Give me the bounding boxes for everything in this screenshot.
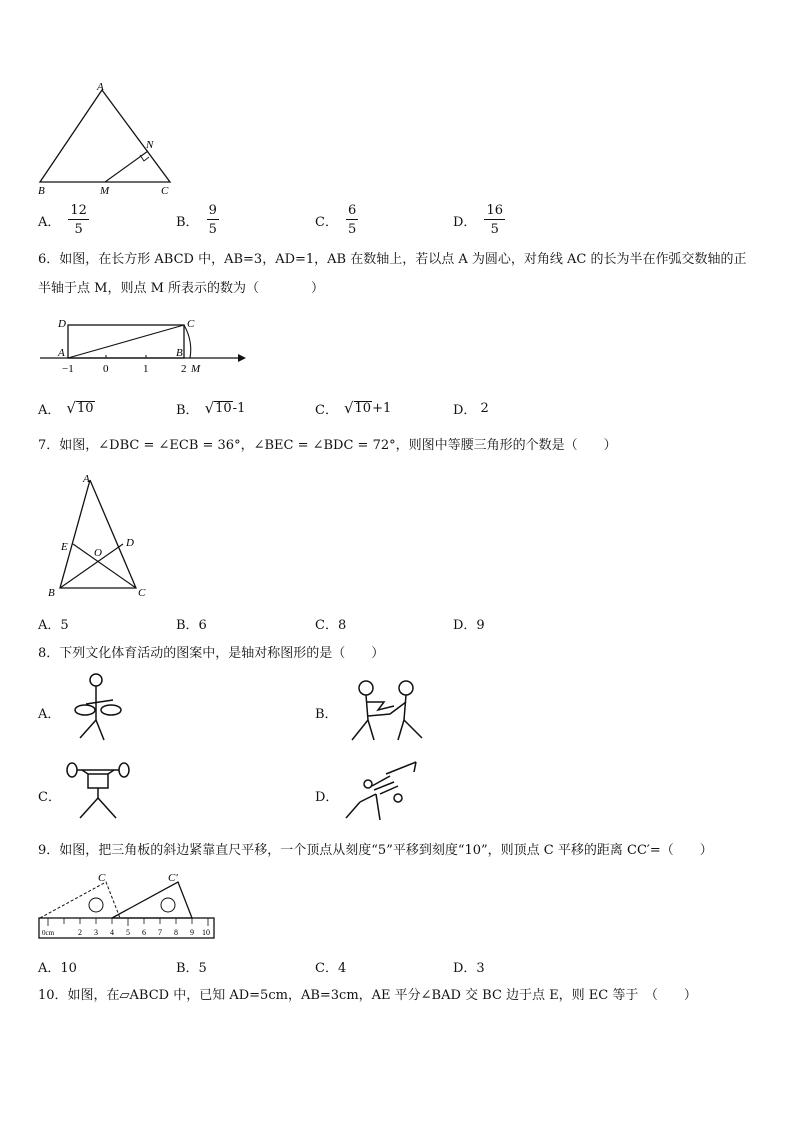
q8-option-d-label[interactable]: D．	[315, 790, 339, 805]
label-a: A	[97, 81, 104, 93]
label-a: A	[58, 347, 65, 359]
option-rest: 2	[480, 401, 489, 416]
q9-option-d[interactable]: D．3	[453, 961, 485, 976]
fraction	[207, 204, 219, 236]
q5-option-c[interactable]	[315, 204, 358, 236]
label-d: D	[126, 537, 134, 549]
ruler-label: 6	[142, 928, 146, 937]
q6-option-c[interactable]	[315, 399, 391, 418]
q9-option-c[interactable]: C．4	[315, 961, 347, 976]
label-o: O	[94, 547, 102, 559]
label-c: C	[187, 318, 195, 330]
triangle-ruler-figure	[36, 870, 220, 946]
triangle-abc-figure	[30, 78, 190, 198]
option-letter: D．	[453, 403, 477, 418]
q5-option-d[interactable]	[453, 204, 505, 236]
q6-option-b[interactable]	[176, 399, 245, 418]
isosceles-triangle-figure	[44, 470, 156, 600]
q9-option-a[interactable]: A．10	[38, 961, 77, 976]
label-b: B	[176, 347, 183, 359]
option-rest: +1	[372, 401, 392, 416]
numerator: 9	[208, 203, 217, 218]
sqrt: √ 10	[66, 399, 94, 417]
q6-option-d[interactable]	[453, 399, 489, 418]
tick-label: 2	[181, 363, 187, 375]
label-m: M	[100, 185, 110, 197]
q7-text: 7．如图，∠DBC = ∠ECB = 36°，∠BEC = ∠BDC = 72°，则图中等腰三角形的个数是（ ）	[38, 438, 617, 453]
rectangle-number-line-figure	[38, 314, 250, 376]
q8-option-b-label[interactable]: B．	[315, 707, 338, 722]
option-rest: -1	[232, 401, 246, 416]
label-b: B	[38, 185, 45, 197]
radicand: 10	[76, 401, 94, 416]
denominator: 5	[347, 222, 357, 237]
sqrt: √ 10	[204, 399, 232, 417]
label-e: E	[61, 541, 68, 553]
q7-option-c[interactable]: C．8	[315, 618, 347, 633]
option-letter: C．	[315, 214, 338, 230]
fraction	[346, 204, 358, 236]
ruler-label: 0cm	[42, 929, 55, 937]
weightlifter-icon	[62, 758, 134, 826]
label-d: D	[58, 318, 66, 330]
ruler-label: 2	[78, 928, 82, 937]
ruler-label: 8	[174, 928, 178, 937]
denominator: 5	[490, 222, 499, 237]
q5-option-a[interactable]	[38, 204, 89, 236]
radicand: 10	[215, 401, 232, 416]
tick-label: −1	[62, 363, 74, 375]
ruler-label: 5	[126, 928, 130, 937]
label-c: C	[161, 185, 169, 197]
fraction	[68, 204, 89, 236]
q9-text: 9．如图，把三角板的斜边紧靠直尺平移，一个顶点从刻度“5”平移到刻度“10”，则顶点 C 平移的距离 CC′=（ ）	[38, 843, 713, 858]
label-a: A	[83, 473, 90, 485]
label-b: B	[48, 587, 55, 599]
ruler-label: 3	[94, 928, 98, 937]
ruler-label: 10	[202, 928, 210, 937]
label-n: N	[146, 139, 154, 151]
option-letter: D．	[453, 214, 477, 230]
option-letter: A．	[38, 214, 61, 230]
label-m: M	[191, 363, 201, 375]
option-letter: C．	[315, 403, 338, 418]
label-c: C	[98, 872, 106, 884]
numerator: 12	[70, 203, 87, 218]
option-letter: A．	[38, 403, 61, 418]
denominator: 5	[74, 222, 83, 237]
tick-label: 0	[103, 363, 109, 375]
q5-option-b[interactable]	[176, 204, 219, 236]
q6-line-2: 半轴于点 M，则点 M 所表示的数为（ ）	[38, 281, 325, 296]
q7-option-a[interactable]: A．5	[38, 618, 69, 633]
q7-option-d[interactable]: D．9	[453, 618, 485, 633]
q7-option-b[interactable]: B．6	[176, 618, 207, 633]
option-letter: B．	[176, 403, 199, 418]
q10-text: 10．如图，在▱ABCD 中，已知 AD=5cm，AB=3cm，AE 平分∠BAD 交 BC 边于点 E，则 EC 等于 （ ）	[38, 988, 697, 1003]
option-letter: B．	[176, 214, 199, 230]
radicand: 10	[354, 401, 372, 416]
badminton-player-icon	[340, 760, 424, 826]
tick-label: 1	[143, 363, 149, 375]
denominator: 5	[208, 222, 217, 237]
numerator: 6	[347, 203, 357, 218]
label-c: C	[138, 587, 146, 599]
fraction	[484, 204, 505, 236]
q6-line-1: 6．如图，在长方形 ABCD 中，AB=3，AD=1，AB 在数轴上，若以点 A 为圆心，对角线 AC 的长为半在作弧交数轴的正	[38, 252, 747, 267]
ruler-label: 4	[110, 928, 114, 937]
q8-option-c-label[interactable]: C．	[38, 790, 61, 805]
q9-option-b[interactable]: B．5	[176, 961, 207, 976]
figure-skater-icon	[68, 670, 128, 744]
numerator: 16	[486, 203, 503, 218]
ruler-label: 7	[158, 928, 162, 937]
q6-option-a[interactable]	[38, 399, 95, 418]
q8-option-a-label[interactable]: A．	[38, 707, 61, 722]
wrestlers-icon	[344, 676, 428, 744]
sqrt: √ 10	[343, 399, 372, 417]
ruler-label: 9	[190, 928, 194, 937]
label-c-prime: C′	[168, 872, 178, 884]
q8-text: 8．下列文化体育活动的图案中，是轴对称图形的是（ ）	[38, 646, 385, 661]
